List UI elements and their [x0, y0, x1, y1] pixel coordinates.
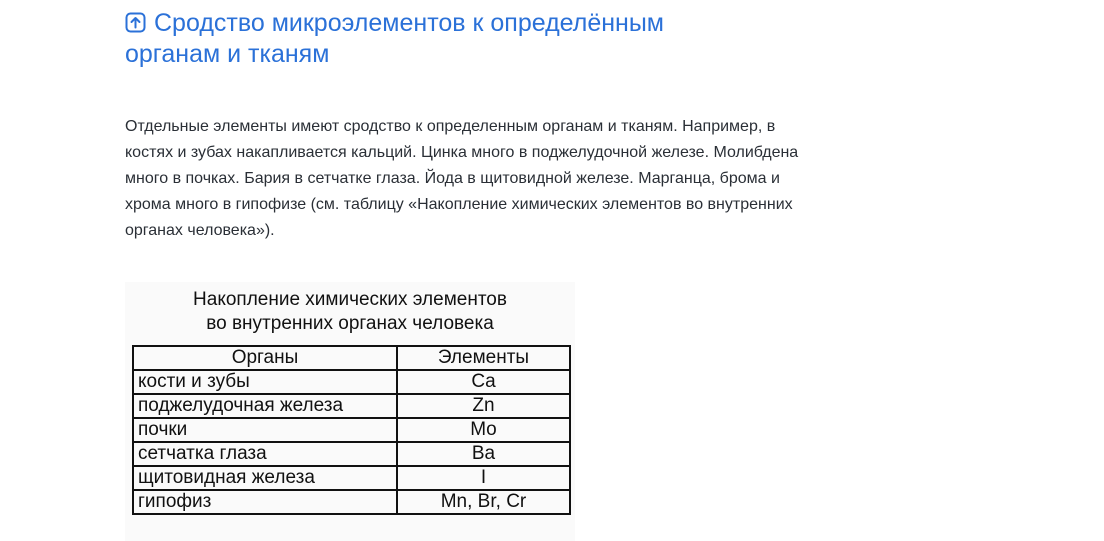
anchor-link-icon[interactable]: [125, 12, 146, 33]
organ-cell: сетчатка глаза: [133, 442, 397, 466]
element-cell: Ba: [397, 442, 570, 466]
elements-table: [132, 345, 571, 515]
header-elements: Элементы: [397, 346, 570, 370]
organ-cell: почки: [133, 418, 397, 442]
organ-cell: кости и зубы: [133, 370, 397, 394]
figure-title: [125, 288, 575, 336]
organ-cell: поджелудочная железа: [133, 394, 397, 418]
section-heading: [125, 8, 765, 70]
table-row: [133, 490, 570, 514]
organ-cell: щитовидная железа: [133, 466, 397, 490]
table-row: [133, 394, 570, 418]
organ-cell: гипофиз: [133, 490, 397, 514]
header-organs: Органы: [133, 346, 397, 370]
table-row: [133, 418, 570, 442]
figure-title-line-2: во внутренних органах человека: [206, 313, 494, 334]
table-header-row: [133, 346, 570, 370]
table-row: [133, 370, 570, 394]
element-cell: Zn: [397, 394, 570, 418]
table-figure: [125, 282, 575, 541]
figure-title-line-1: Накопление химических элементов: [193, 289, 507, 310]
body-paragraph: Отдельные элементы имеют сродство к определенным органам и тканям. Например, в костях и зубах накапливается кальций. Цинка много в поджелудочной железе. Молибдена много в почках. Бария в сетчатке глаза. Йода в щитовидной железе. Марганца, брома и хрома много в гипофизе (см. таблицу «Накопление химических элементов во внутренних органах человека»).: [125, 118, 799, 239]
table-row: [133, 466, 570, 490]
element-cell: Ca: [397, 370, 570, 394]
element-cell: Mn, Br, Cr: [397, 490, 570, 514]
element-cell: Mo: [397, 418, 570, 442]
element-cell: I: [397, 466, 570, 490]
section-heading-text: Сродство микроэлементов к определённым органам и тканям: [125, 9, 664, 68]
table-row: [133, 442, 570, 466]
